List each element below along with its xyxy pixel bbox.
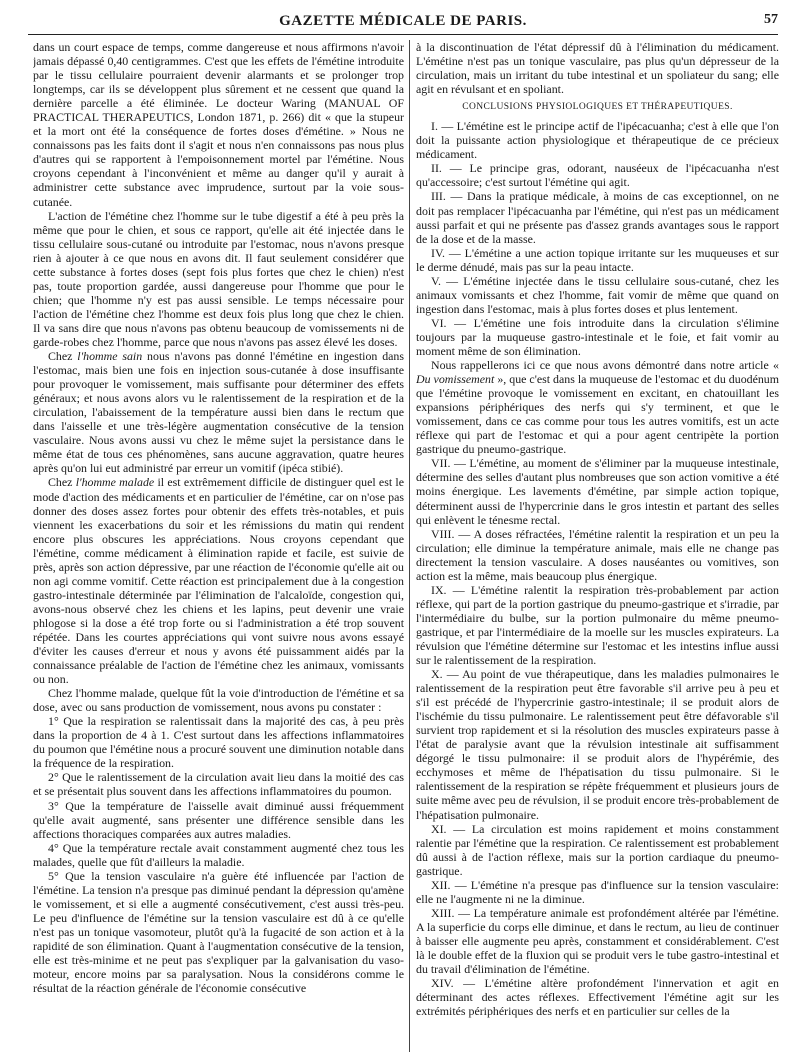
paragraph [33, 349, 404, 475]
conclusion-item: X. — Au point de vue thérapeutique, dans les maladies pulmonaires le ralentissement de la respiration peut être favorable s'il arrive peu à peu et s'il est précédé de l'hypercrinie gastro-intestinale; il se produit alors de l'ischémie du tissu pulmonaire. Le ralentissement peut être défavorable s'il survient trop rapidement et si la résolution des muscles expirateurs passe à l'état de paralysie avant que la révulsion intestinale ait suffisamment dégorgé le tissu pulmonaire: il se produit alors de l'hypérémie, des ecchymoses et même de l'hépatisation du tissu pulmonaire. Si le ralentissement de la respiration se répète fréquemment et plusieurs jours de suite même avec peu de révulsion, il se produit encore très-probablement de l'hépatisation pulmonaire. [416, 667, 779, 822]
page-header [28, 8, 778, 32]
right-column [416, 40, 779, 1052]
conclusion-item: XII. — L'émétine n'a presque pas d'influence sur la tension vasculaire: elle ne l'augmente ni ne la diminue. [416, 877, 779, 906]
conclusion-item: III. — Dans la pratique médicale, à moins de cas exceptionnel, on ne doit pas remplacer l'ipécacuanha par l'émétine, qui n'est pas un médicament aussi parfait et qui ne présente pas d'assez grands avantages sous le rapport de la dose et de la masse. [416, 189, 779, 246]
header-rule [28, 34, 778, 35]
section-heading: CONCLUSIONS PHYSIOLOGIQUES ET THÉRAPEUTIQUES. [462, 102, 733, 113]
list-item: 2° Que le ralentissement de la circulation avait lieu dans la moitié des cas et se présentait plus souvent dans les affections inflammatoires du poumon. [33, 770, 404, 799]
conclusion-item: XI. — La circulation est moins rapidement et moins constamment ralentie par l'émétine que la respiration. Ce ralentissement est probablement dû aussi à de l'action réflexe, mais sur la portion cardiaque du pneumo-gastrique. [416, 821, 779, 878]
emphasis-text: l'homme malade [75, 475, 155, 490]
paragraph-text: Nous rappellerons ici ce que nous avons démontré dans notre article « [431, 358, 779, 373]
conclusion-item: XIII. — La température animale est profondément altérée par l'émétine. A la superficie du corps elle diminue, et dans le rectum, au lieu de continuer à baisser elle augmente peu après, constamment et considérablement. C'est là le double effet de la fluxion qui se produit vers le tube gastro-intestinal et du travail d'élimination de l'émétine. [416, 905, 779, 977]
emphasis-text: l'homme sain [77, 349, 143, 364]
paragraph-text: nous n'avons pas donné l'émétine en ingestion dans l'estomac, mais bien une fois en injection sous-cutanée à dose insuffisante pour provoquer le vomissement, mais suffisante pour déterminer des effets généraux; et nous avons alors vu le ralentissement de la respiration et de la circulation, l'abaissement de la température aussi bien dans le rectum que dans l'aisselle et une très-légère augmentation consécutive de la tension vasculaire. Nous avons aussi vu chez le même sujet la persistance dans le même état de tous ces phénomènes, sans aucune aggravation, quatre heures après qu'on lui eut administré par erreur un vomitif (ipéca stibié). [33, 349, 404, 476]
paragraph [33, 475, 404, 686]
conclusion-item: XIV. — L'émétine altère profondément l'innervation et agit en déterminant des actes réflexes. Effectivement l'émétine agit sur les extrémités périphériques des nerfs et en particulier sur celles de la [416, 976, 779, 1019]
emphasis-text: Du vomissement [416, 372, 495, 387]
list-item: 1° Que la respiration se ralentissait dans la majorité des cas, à peu près dans la proportion de 4 à 1. C'est surtout dans les affections inflammatoires du poumon que l'émétine nous a procuré souvent une diminution notable dans la fréquence de la respiration. [33, 714, 404, 771]
page-number: 57 [764, 12, 778, 27]
column-divider [409, 40, 410, 1052]
list-item: 3° Que la température de l'aisselle avait diminué aussi fréquemment qu'elle avait augmenté, sans présenter une différence sensible dans les affections thoraciques comparées aux autres maladies. [33, 798, 404, 841]
conclusion-item: V. — L'émétine injectée dans le tissu cellulaire sous-cutané, chez les animaux vomissants et chez l'homme, fait vomir de même que quand on ingestion dans l'estomac, mais à plus fortes doses et plus lentement. [416, 273, 779, 316]
paragraph-text: », que c'est dans la muqueuse de l'estomac et du duodénum que l'émétine provoque le vomissement en excitant, en chatouillant les expansions périphériques des nerfs qui s'y terminent, et que le vomissement, dans ce cas comme pour tous les autres vomitifs, est un acte réflexe qui part de l'estomac et qui a pour agent centripète la portion gastrique du pneumo-gastrique. [416, 372, 779, 457]
conclusion-item: VI. — L'émétine une fois introduite dans la circulation s'élimine toujours par la muqueuse gastro-intestinale et le foie, et fait vomir au moment même de son élimination. [416, 315, 779, 358]
paragraph: L'action de l'émétine chez l'homme sur le tube digestif a été à peu près la même que pour le chien, et sous ce rapport, qu'elle ait été injectée dans le tissu cellulaire sous-cutané ou introduite par l'estomac, nous n'avons presque rien à ajouter à ce que nous en avons dit. Il faut seulement considérer que cette substance à fortes doses (sept fois plus fortes que chez le chien) n'est pas, toute proportion gardée, aussi dangereuse pour l'homme que pour le chien; que l'homme n'y est pas aussi sensible. Le temps nécessaire pour l'action de l'émétine chez l'homme est deux fois plus long que chez le chien. Il va sans dire que nous n'avons pas obtenu beaucoup de vomissements ni de garde-robes chez l'homme, parce que nous n'avons pas assez élevé les doses. [33, 208, 404, 349]
list-item: 5° Que la tension vasculaire n'a guère été influencée par l'action de l'émétine. La tension n'a presque pas diminué pendant la dépression qu'amène le vomissement, et si elle a augmenté consécutivement, c'est aussi très-peu. Le peu d'influence de l'émétine sur la tension vasculaire est dû à ce qu'elle n'est pas un tonique vasomoteur, plutôt qu'à la fugacité de son action et à la rapidité de son élimination. Quant à l'augmentation consécutive de la tension, elle est très-minime et ne peut pas s'expliquer par la galvanisation du vaso-moteur, encore moins par sa paralysation. Nous la considérons comme le résultat de la réaction générale de l'économie consécutive [33, 868, 404, 996]
paragraph: dans un court espace de temps, comme dangereuse et nous affirmons n'avoir jamais dépassé 0,40 centigrammes. C'est que les effets de l'émétine introduite par le tissu cellulaire pourraient devenir alarmants et se prolonger trop longtemps, car ils se développent plus sûrement et ne cessent que quand la dernière parcelle a été éliminée. Le docteur Waring (MANUAL OF PRACTICAL THERAPEUTICS, London 1871, p. 266) dit « que la stupeur et la mort ont été la conséquence de fortes doses d'émétine. » Nous ne connaissons pas les faits dont il s'agit et nous n'en connaissons pas nous plus d'autres qui se rapportent à l'empoisonnement mortel par l'émétine. Nous croyons cependant à l'inconvénient et même au danger qu'il y aurait à administrer cette substance avec imprudence, surtout par la voie sous-cutanée. [33, 40, 404, 209]
paragraph-text: il est extrêmement difficile de distinguer quel est le mode d'action des médicaments et en particulier de l'émétine, car on n'ose pas donner des doses assez fortes pour obtenir des effets très-notables, et puis viennent les exacerbations du soir et les rémissions du matin qui rendent encore plus obscures les appréciations. Nous croyons cependant que l'émétine, comme médicament à élimination rapide et facile, est suivie de près, après son action dépressive, par une réaction de l'économie qu'elle ait ou non agi comme vomitif. Cette réaction est principalement due à la congestion gastro-intestinale déterminée par l'élimination de l'alcaloïde, congestion qui, avons-nous observé chez les chiens et les lapins, peut devenir une vraie phlogose si la dose a été trop forte ou si l'administration a été trop souvent répétée. Dans les courtes appréciations qui vont suivre nous avons essayé d'éviter les causes d'erreur et nous y avons été puissamment aidés par la connaissance préalable de l'action de l'émétine chez les animaux, vomissants ou non. [33, 475, 404, 687]
paragraph: Chez l'homme malade, quelque fût la voie d'introduction de l'émétine et sa dose, avec ou sans production de vomissement, nous avons pu constater : [33, 686, 404, 715]
paragraph-text: Chez [48, 475, 76, 490]
list-item: 4° Que la température rectale avait constamment augmenté chez tous les malades, quelle que fût d'ailleurs la maladie. [33, 840, 404, 869]
paragraph: à la discontinuation de l'état dépressif dû à l'élimination du médicament. L'émétine n'est pas un tonique vasculaire, pas plus qu'un dépresseur de la circulation, mais un irritant du tube intestinal et un spoliateur du sang; elle agit en révulsant et en spoliant. [416, 40, 779, 97]
paragraph [416, 358, 779, 456]
paragraph-text: Chez [48, 349, 78, 364]
conclusion-item: I. — L'émétine est le principe actif de l'ipécacuanha; c'est à elle que l'on doit la puissante action physiologique et thérapeutique de ce précieux médicament. [416, 119, 779, 162]
conclusion-item: IV. — L'émétine a une action topique irritante sur les muqueuses et sur le derme dénudé, mais pas sur la peau intacte. [416, 245, 779, 274]
left-column [33, 40, 404, 1052]
conclusion-item: IX. — L'émétine ralentit la respiration très-probablement par action réflexe, qui part de la portion gastrique du pneumo-gastrique et s'irradie, par l'intermédiaire du bulbe, sur la portion pulmonaire du même pneumo-gastrique, et par l'intermédiaire de la moelle sur les muscles expirateurs. La révulsion que l'émétine détermine sur l'estomac et les intestins influe aussi sur le ralentissement de la respiration. [416, 582, 779, 668]
conclusion-item: VIII. — A doses réfractées, l'émétine ralentit la respiration et un peu la circulation; elle diminue la température animale, mais elle ne change pas directement la tension vasculaire. A doses nauséantes ou vomitives, son action est la même, mais beaucoup plus énergique. [416, 526, 779, 583]
conclusion-item: II. — Le principe gras, odorant, nauséeux de l'ipécacuanha n'est qu'accessoire; c'est surtout l'émétine qui agit. [416, 161, 779, 190]
conclusion-item: VII. — L'émétine, au moment de s'éliminer par la muqueuse intestinale, détermine des selles d'autant plus nombreuses que son action vomitive a été moins énergique. Les lavements d'émétine, par simple action topique, déterminent aussi de l'hypercrinie dans le gros intestin et partant des selles qui enlèvent le ténesme rectal. [416, 456, 779, 527]
journal-title: GAZETTE MÉDICALE DE PARIS. [279, 13, 527, 29]
